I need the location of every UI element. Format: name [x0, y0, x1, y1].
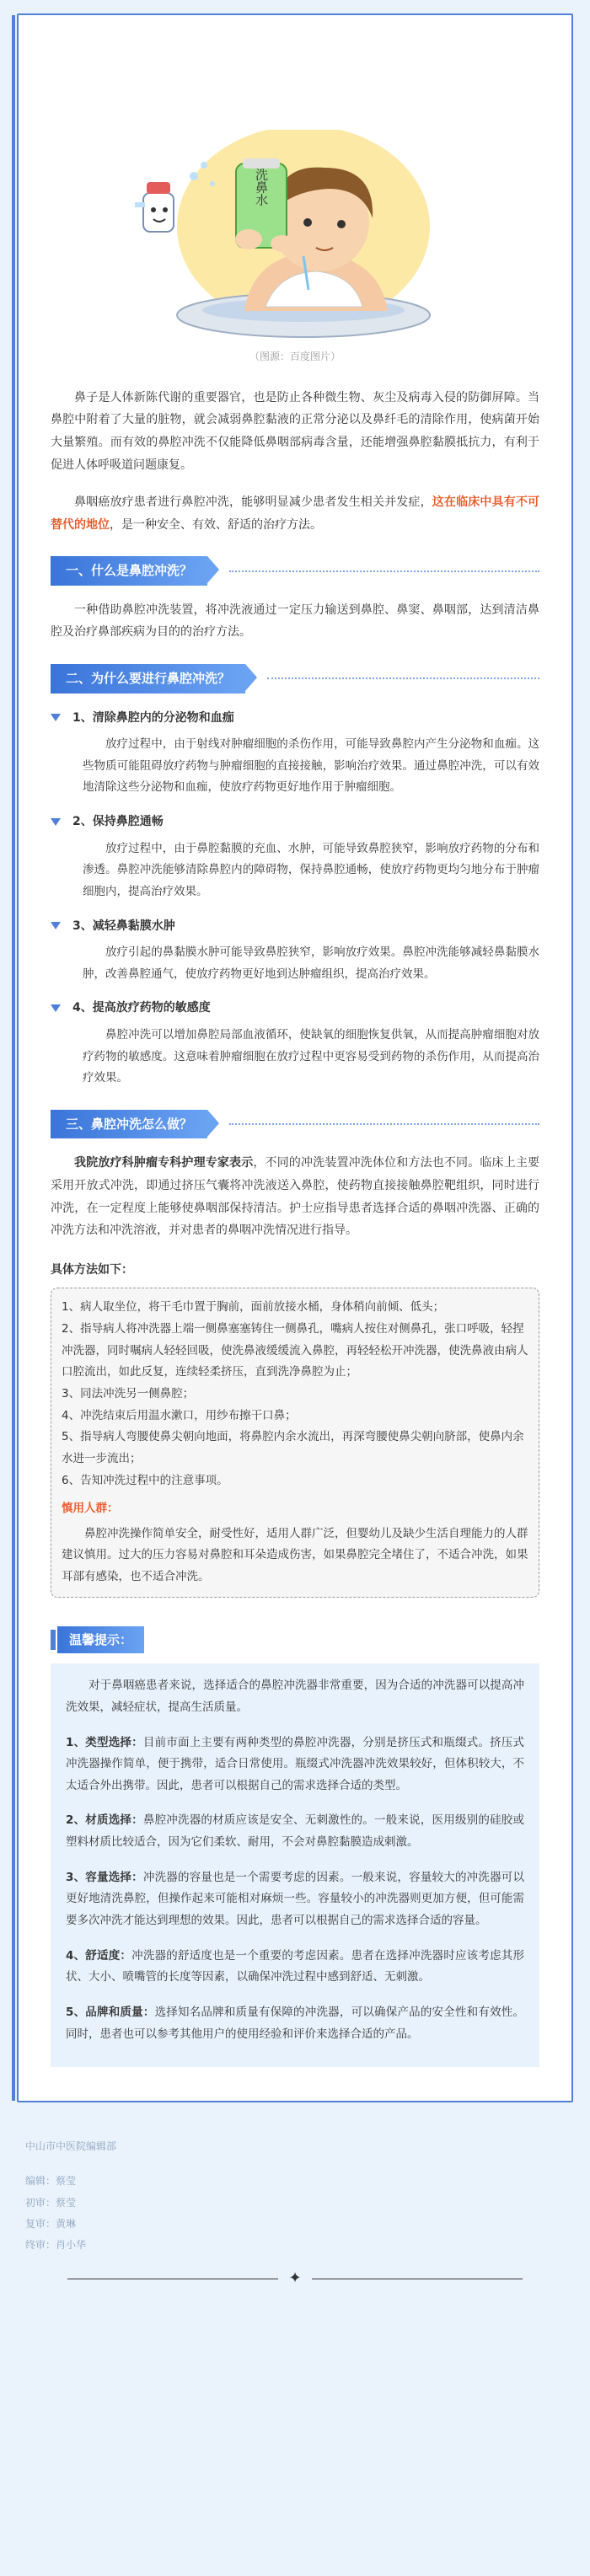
intro-highlight: 这在临床中具有不可替代的地位 [51, 495, 540, 532]
caution-title: 慎用人群： [62, 1502, 119, 1516]
section-2-title: 二、为什么要进行鼻腔冲洗？ [51, 664, 245, 694]
triangle-bullet-icon [51, 818, 61, 826]
tips-header [51, 1626, 539, 1654]
reason-text: 放疗过程中，由于射线对肿瘤细胞的杀伤作用，可能导致鼻腔内产生分泌物和血痂。这些物质可能阻碍放疗药物与肿瘤细胞的直接接触，影响治疗效果。通过鼻腔冲洗，可以有效地清除这些分泌物和血痂，使放疗药物更好地作用于肿瘤细胞。 [83, 737, 539, 795]
triangle-bullet-icon [51, 922, 61, 929]
section-3-intro [51, 1152, 539, 1241]
reason-title: 1、清除鼻腔内的分泌物和血痂 [72, 710, 234, 725]
method-step: 1、病人取坐位，将干毛巾置于胸前，面前放接水桶，身体稍向前倾、低头； [62, 1300, 445, 1315]
tips-title: 温馨提示： [57, 1626, 144, 1654]
triangle-bullet-icon [51, 1004, 61, 1012]
credit-line: 终审：肖小华 [25, 2238, 87, 2251]
section-1-text: 一种借助鼻腔冲洗装置，将冲洗液通过一定压力输送到鼻腔、鼻窦、鼻咽部，达到清洁鼻腔及治疗鼻部疾病为目的的治疗方法。 [51, 602, 539, 640]
tips-box [51, 1663, 539, 2067]
tip-item [66, 1810, 524, 1853]
reason-item-head [51, 915, 539, 938]
editorial-org: 中山市中医院编辑部 [25, 2140, 117, 2153]
intro-p2-start: 鼻咽癌放疗患者进行鼻腔冲洗，能够明显减少患者发生相关并发症， [74, 495, 432, 510]
article-card [17, 13, 573, 2102]
cup-label: 洗鼻水 [254, 168, 269, 206]
section-1-title: 一、什么是鼻腔冲洗？ [51, 556, 207, 586]
tip-item [66, 1867, 524, 1932]
method-step: 5、指导病人弯腰使鼻尖朝向地面，将鼻腔内余水流出，再深弯腰使鼻尖朝向脐部，使鼻内余水进一步流出； [62, 1430, 524, 1465]
method-step: 2、指导病人将冲洗器上端一侧鼻塞塞铸住一侧鼻孔，嘴病人按住对侧鼻孔，张口呼吸，轻捏冲洗器，同时嘱病人轻轻回吸，使洗鼻液缓缓流入鼻腔，再轻轻松开冲洗器，使洗鼻液由病人口腔流出，如此反复，连续轻柔挤压，直到洗净鼻腔为止； [62, 1322, 528, 1379]
tip-text: 冲洗器的舒适度也是一个重要的考虑因素。患者在选择冲洗器时应该考虑其形状、大小、喷嘴管的长度等因素，以确保冲洗过程中感到舒适、无刺激。 [66, 1948, 524, 1984]
tip-head: 4、舒适度： [66, 1948, 132, 1963]
end-star-icon: ✦ [288, 2269, 302, 2288]
section-3-title: 三、鼻腔冲洗怎么做？ [51, 1110, 207, 1139]
tip-head: 1、类型选择： [66, 1735, 143, 1749]
tip-head: 3、容量选择： [66, 1870, 143, 1884]
reason-item-head [51, 707, 539, 730]
method-step: 3、同法冲洗另一侧鼻腔； [62, 1387, 195, 1400]
footer [17, 2102, 573, 2256]
section-3-header [51, 1110, 539, 1139]
reason-text: 放疗引起的鼻黏膜水肿可能导致鼻腔狭窄，影响放疗效果。鼻腔冲洗能够减轻鼻黏膜水肿，改善鼻腔通气，使放疗药物更好地到达肿瘤组织，提高治疗效果。 [83, 945, 539, 981]
expert-statement: 我院放疗科肿瘤专科护理专家表示 [74, 1156, 254, 1170]
method-title: 具体方法如下： [51, 1262, 133, 1277]
image-caption: （图源：百度图片） [249, 351, 341, 362]
reason-item-head [51, 811, 539, 833]
reason-title: 3、减轻鼻黏膜水肿 [72, 918, 175, 933]
tip-text: 鼻腔冲洗器的材质应该是安全、无刺激性的。一般来说，医用级别的硅胶或塑料材质比较适合，因为它们柔软、耐用，不会对鼻腔黏膜造成刺激。 [66, 1813, 524, 1850]
section-3-intro-rest: ，不同的冲洗装置冲洗体位和方法也不同。临床上主要采用开放式冲洗，即通过挤压气囊将冲洗液送入鼻腔，使药物直接接触鼻腔靶组织，同时进行冲洗，在一定程度上能够使鼻咽部保持清洁。护士应指导患者选择合适的鼻咽冲洗器、正确的冲洗方法和冲洗溶液，并对患者的鼻咽冲洗情况进行指导。 [51, 1156, 540, 1238]
intro-paragraph-2 [51, 491, 539, 536]
section-2-header [51, 664, 539, 694]
tips-accent-bar [51, 1630, 56, 1650]
tip-item [66, 2002, 524, 2045]
reason-list [51, 707, 539, 1090]
tip-text: 目前市面上主要有两种类型的鼻腔冲洗器，分别是挤压式和瓶缀式。挤压式冲洗器操作简单，便于携带，适合日常使用。瓶缀式冲洗器冲洗效果较好，但体积较大，不太适合外出携带。因此，患者可以根据自己的需求选择合适的类型。 [66, 1735, 524, 1792]
caution-text: 鼻腔冲洗操作简单安全，耐受性好，适用人群广泛，但婴幼儿及缺少生活自理能力的人群建议慎用。过大的压力容易对鼻腔和耳朵造成伤害，如果鼻腔完全堵住了，不适合冲洗，如果耳部有感染，也不适合冲洗。 [62, 1526, 528, 1584]
method-step: 4、冲洗结束后用温水漱口，用纱布擦干口鼻； [62, 1408, 297, 1422]
tip-head: 5、品牌和质量： [66, 2005, 155, 2019]
reason-title: 4、提高放疗药物的敏感度 [72, 1001, 211, 1015]
end-divider [17, 2264, 573, 2303]
hero-illustration [110, 130, 480, 340]
credit-line: 初审：蔡莹 [25, 2196, 77, 2209]
method-step: 6、告知冲洗过程中的注意事项。 [62, 1473, 228, 1487]
triangle-bullet-icon [51, 714, 61, 721]
tip-item [66, 1946, 524, 1989]
tip-item [66, 1733, 524, 1797]
tip-text: 选择知名品牌和质量有保障的冲洗器，可以确保产品的安全性和有效性。同时，患者也可以参考其他用户的使用经验和评价来选择合适的产品。 [66, 2005, 524, 2041]
credit-line: 复审：黄琳 [25, 2217, 77, 2230]
intro-paragraph-1: 鼻子是人体新陈代谢的重要器官，也是防止各种微生物、灰尘及病毒入侵的防御屏障。当鼻腔中附着了大量的脏物，就会减弱鼻腔黏液的正常分泌以及鼻纤毛的清除作用，使病菌开始大量繁殖。而有效的鼻腔冲洗不仅能降低鼻咽部病毒含量，还能增强鼻腔黏膜抵抗力，有利于促进人体呼吸道问题康复。 [51, 390, 539, 472]
credit-line: 编辑：蔡莹 [25, 2175, 77, 2188]
tip-text: 冲洗器的容量也是一个需要考虑的因素。一般来说，容量较大的冲洗器可以更好地清洗鼻腔，但操作起来可能相对麻烦一些。容量较小的冲洗器则更加方便，但可能需要多次冲洗才能达到理想的效果。因此，患者可以根据自己的需求选择合适的容量。 [66, 1870, 524, 1928]
intro-p2-end: ，是一种安全、有效、舒适的治疗方法。 [110, 517, 322, 532]
reason-text: 放疗过程中，由于鼻腔黏膜的充血、水肿，可能导致鼻腔狭窄，影响放疗药物的分布和渗透。鼻腔冲洗能够清除鼻腔内的障碍物，保持鼻腔通畅，使放疗药物更均匀地分布于肿瘤细胞内，提高治疗效果。 [83, 841, 539, 898]
tips-intro: 对于鼻咽癌患者来说，选择适合的鼻腔冲洗器非常重要，因为合适的冲洗器可以提高冲洗效果，减轻症状，提高生活质量。 [66, 1679, 524, 1714]
section-divider [229, 1123, 539, 1125]
reason-title: 2、保持鼻腔通畅 [72, 815, 164, 829]
section-divider [229, 570, 539, 572]
reason-text: 鼻腔冲洗可以增加鼻腔局部血液循环，使缺氧的细胞恢复供氧，从而提高肿瘤细胞对放疗药物的敏感度。这意味着肿瘤细胞在放疗过程中更容易受到药物的杀伤作用，从而提高治疗效果。 [83, 1028, 539, 1085]
section-1-header [51, 556, 539, 586]
nasal-wash-illustration [110, 130, 480, 340]
method-box [51, 1288, 539, 1597]
tip-head: 2、材质选择： [66, 1813, 143, 1828]
section-divider [267, 677, 539, 679]
reason-item-head [51, 997, 539, 1020]
